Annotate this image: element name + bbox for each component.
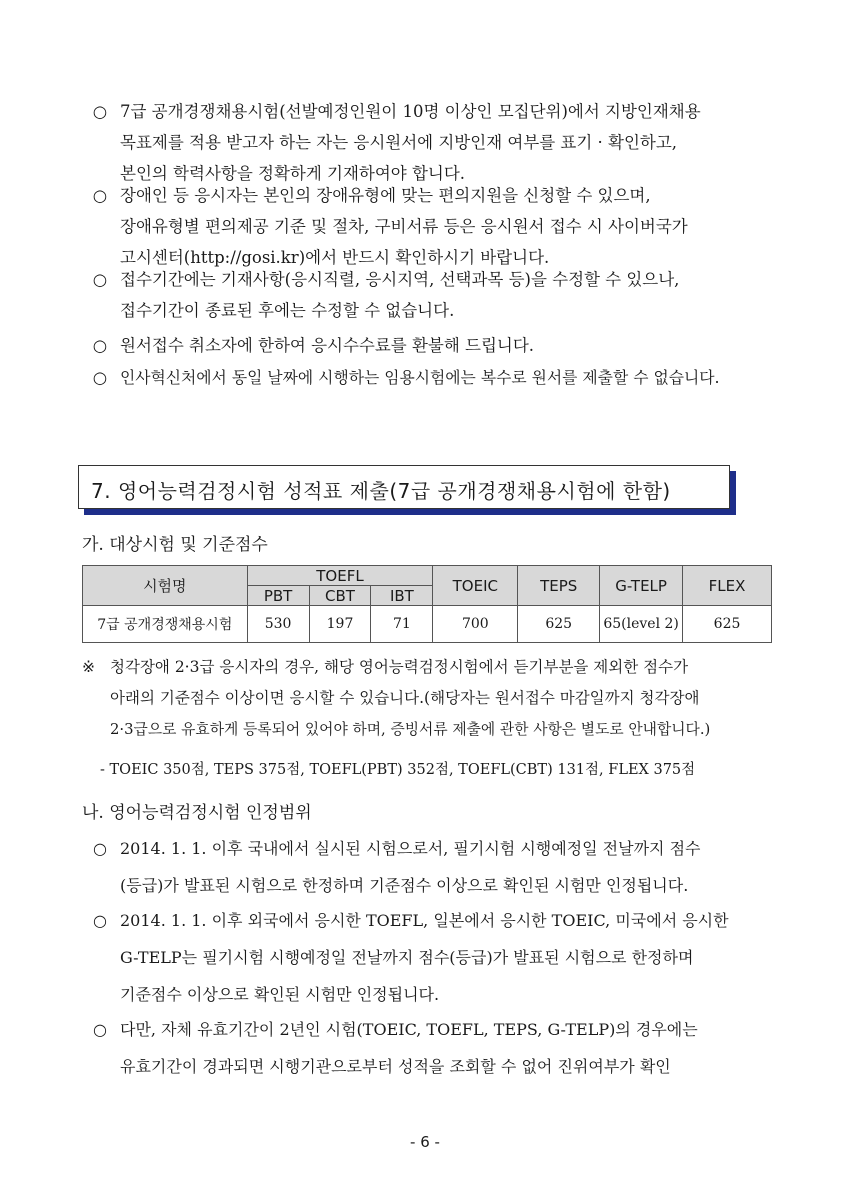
circle-bullet-icon: ○ bbox=[92, 102, 108, 121]
circle-bullet-icon: ○ bbox=[93, 839, 107, 858]
bullet-line: G-TELP는 필기시험 시행예정일 전날까지 점수(등급)가 발표된 시험으로 한정하며 bbox=[120, 948, 694, 967]
note-line: 2·3급으로 유효하게 등록되어 있어야 하며, 증빙서류 제출에 관한 사항은 별도로 안내합니다.) bbox=[110, 721, 711, 738]
header-teps: TEPS bbox=[518, 566, 600, 606]
circle-bullet-icon: ○ bbox=[92, 186, 108, 205]
header-toefl: TOEFL bbox=[247, 566, 433, 586]
header-flex: FLEX bbox=[683, 566, 772, 606]
bullet-line: 인사혁신처에서 동일 날짜에 시행하는 임용시험에는 복수로 원서를 제출할 수 없습니다. bbox=[120, 368, 720, 387]
bullet-item-disability-support bbox=[90, 180, 790, 273]
subheading-recognition-scope: 나. 영어능력검정시험 인정범위 bbox=[82, 803, 312, 823]
bullet-line: 기준점수 이상으로 확인된 시험만 인정됩니다. bbox=[120, 985, 440, 1004]
cell-toeic: 700 bbox=[433, 606, 518, 643]
cell-flex: 625 bbox=[683, 606, 772, 643]
section-heading-box bbox=[78, 465, 730, 509]
hearing-impaired-scores: - TOEIC 350점, TEPS 375점, TOEFL(PBT) 352점, TOEFL(CBT) 131점, FLEX 375점 bbox=[100, 762, 696, 778]
bullet-item-validity-period bbox=[90, 1011, 790, 1085]
bullet-line: (등급)가 발표된 시험으로 한정하며 기준점수 이상으로 확인된 시험만 인정됩니다. bbox=[120, 876, 689, 895]
bullet-item-domestic-tests bbox=[90, 830, 790, 904]
bullet-item-local-talent bbox=[90, 96, 790, 189]
cell-pbt: 530 bbox=[247, 606, 309, 643]
reference-mark-icon: ※ bbox=[82, 658, 95, 676]
header-exam-name: 시험명 bbox=[83, 566, 248, 606]
hearing-impaired-note bbox=[82, 652, 782, 745]
table-row bbox=[83, 606, 772, 643]
note-line: 청각장애 2·3급 응시자의 경우, 해당 영어능력검정시험에서 듣기부분을 제외한 점수가 bbox=[110, 658, 689, 676]
bullet-line: 2014. 1. 1. 이후 국내에서 실시된 시험으로서, 필기시험 시행예정일 전날까지 점수 bbox=[120, 839, 701, 858]
bullet-item-refund bbox=[90, 330, 790, 361]
cell-exam: 7급 공개경쟁채용시험 bbox=[83, 606, 248, 643]
bullet-line: 2014. 1. 1. 이후 외국에서 응시한 TOEFL, 일본에서 응시한 TOEIC, 미국에서 응시한 bbox=[120, 911, 729, 930]
bullet-line: 접수기간이 종료된 후에는 수정할 수 없습니다. bbox=[120, 301, 455, 320]
bullet-line: 본인의 학력사항을 정확하게 기재하여야 합니다. bbox=[120, 164, 466, 183]
circle-bullet-icon: ○ bbox=[93, 911, 107, 930]
circle-bullet-icon: ○ bbox=[92, 336, 108, 355]
header-toeic: TOEIC bbox=[433, 566, 518, 606]
header-toefl-cbt: CBT bbox=[309, 586, 371, 606]
header-toefl-ibt: IBT bbox=[371, 586, 433, 606]
circle-bullet-icon: ○ bbox=[92, 270, 108, 289]
cell-ibt: 71 bbox=[371, 606, 433, 643]
bullet-item-foreign-tests bbox=[90, 902, 790, 1013]
bullet-line: 접수기간에는 기재사항(응시직렬, 응시지역, 선택과목 등)을 수정할 수 있으나, bbox=[120, 270, 680, 289]
circle-bullet-icon: ○ bbox=[93, 1020, 107, 1039]
bullet-line: 유효기간이 경과되면 시행기관으로부터 성적을 조회할 수 없어 진위여부가 확인 bbox=[120, 1057, 671, 1076]
page-number: - 6 - bbox=[410, 1133, 440, 1151]
bullet-item-edit-period bbox=[90, 264, 790, 326]
subheading-target-exams: 가. 대상시험 및 기준점수 bbox=[82, 535, 268, 555]
bullet-line: 7급 공개경쟁채용시험(선발예정인원이 10명 이상인 모집단위)에서 지방인재채용 bbox=[120, 102, 701, 121]
bullet-item-duplicate bbox=[90, 362, 790, 393]
circle-bullet-icon: ○ bbox=[92, 368, 108, 387]
section-title: 7. 영어능력검정시험 성적표 제출(7급 공개경쟁채용시험에 한함) bbox=[91, 479, 671, 503]
bullet-line: 다만, 자체 유효기간이 2년인 시험(TOEIC, TOEFL, TEPS, G-TELP)의 경우에는 bbox=[120, 1020, 698, 1039]
cell-cbt: 197 bbox=[309, 606, 371, 643]
english-test-score-table bbox=[82, 565, 772, 643]
cell-teps: 625 bbox=[518, 606, 600, 643]
bullet-line: 목표제를 적용 받고자 하는 자는 응시원서에 지방인재 여부를 표기 · 확인하고, bbox=[120, 133, 678, 152]
bullet-line: 원서접수 취소자에 한하여 응시수수료를 환불해 드립니다. bbox=[120, 336, 535, 355]
bullet-line: 장애유형별 편의제공 기준 및 절차, 구비서류 등은 응시원서 접수 시 사이버국가 bbox=[120, 217, 688, 236]
note-line: 아래의 기준점수 이상이면 응시할 수 있습니다.(해당자는 원서접수 마감일까지 청각장애 bbox=[110, 689, 700, 707]
header-gtelp: G-TELP bbox=[600, 566, 683, 606]
bullet-line: 장애인 등 응시자는 본인의 장애유형에 맞는 편의지원을 신청할 수 있으며, bbox=[120, 186, 651, 205]
cell-gtelp: 65(level 2) bbox=[600, 606, 683, 643]
header-toefl-pbt: PBT bbox=[247, 586, 309, 606]
bullet-line: 고시센터(http://gosi.kr)에서 반드시 확인하시기 바랍니다. bbox=[120, 248, 550, 267]
